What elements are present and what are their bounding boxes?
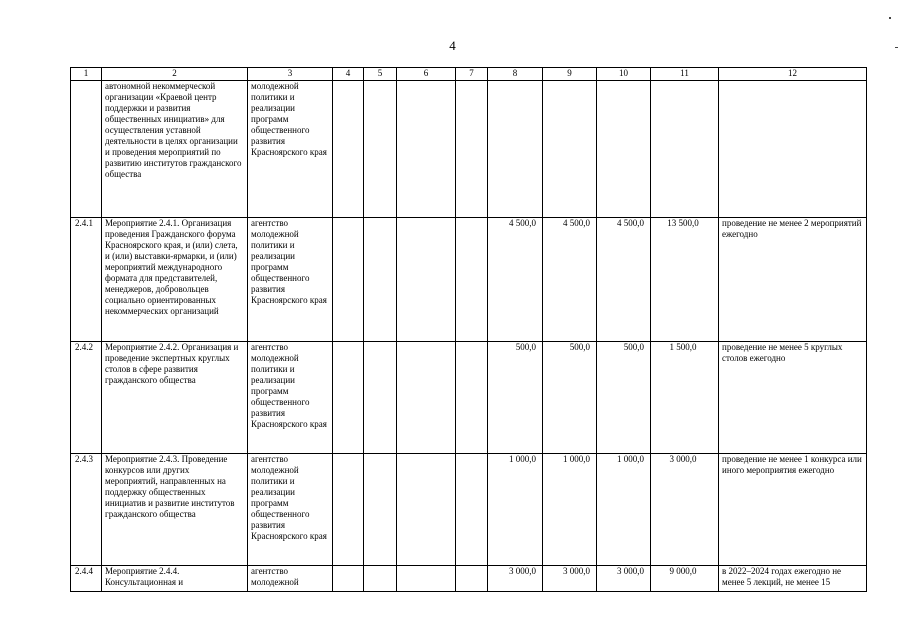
event-executor: агентство молодежной политики и реализации программ общественного развития Красноярского края	[248, 454, 333, 566]
expected-result: проведение не менее 2 мероприятий ежегодно	[719, 218, 867, 342]
event-description: Мероприятие 2.4.2. Организация и проведение экспертных круглых столов в сфере развития гражданского общества	[102, 342, 248, 454]
event-description: Мероприятие 2.4.3. Проведение конкурсов или других мероприятий, направленных на поддержку общественных инициатив и развитие институтов гражданского общества	[102, 454, 248, 566]
cell-col-4	[333, 342, 364, 454]
cell-col-6	[397, 566, 456, 592]
cell-col-7	[456, 218, 488, 342]
column-number: 12	[719, 68, 867, 81]
cell-col-5	[364, 81, 397, 218]
table-row	[71, 566, 867, 592]
value-col-11: 1 500,0	[651, 342, 719, 454]
value-col-8: 1 000,0	[488, 454, 543, 566]
event-code	[71, 81, 102, 218]
value-col-9: 500,0	[543, 342, 597, 454]
cell-col-7	[456, 342, 488, 454]
value-col-9: 4 500,0	[543, 218, 597, 342]
value-col-10	[597, 81, 651, 218]
cell-col-4	[333, 81, 364, 218]
expected-result: проведение не менее 1 конкурса или иного мероприятия ежегодно	[719, 454, 867, 566]
column-number: 3	[248, 68, 333, 81]
cell-col-7	[456, 81, 488, 218]
event-code: 2.4.1	[71, 218, 102, 342]
value-col-10: 500,0	[597, 342, 651, 454]
value-col-11: 9 000,0	[651, 566, 719, 592]
column-number: 2	[102, 68, 248, 81]
column-number: 1	[71, 68, 102, 81]
value-col-11	[651, 81, 719, 218]
cell-col-4	[333, 566, 364, 592]
event-code: 2.4.3	[71, 454, 102, 566]
column-number: 6	[397, 68, 456, 81]
event-executor: агентство молодежной политики и реализации программ общественного развития Красноярского края	[248, 342, 333, 454]
column-number: 11	[651, 68, 719, 81]
value-col-10: 4 500,0	[597, 218, 651, 342]
column-number: 4	[333, 68, 364, 81]
value-col-8	[488, 81, 543, 218]
value-col-10: 1 000,0	[597, 454, 651, 566]
table-row	[71, 342, 867, 454]
event-description: автономной некоммерческой организации «Краевой центр поддержки и развития общественных инициатив» для осуществления уставной деятельности в целях организации и проведения мероприятий по развитию институтов гражданского общества	[102, 81, 248, 218]
scan-mark	[895, 47, 898, 48]
value-col-8: 500,0	[488, 342, 543, 454]
cell-col-5	[364, 218, 397, 342]
column-number: 10	[597, 68, 651, 81]
value-col-9	[543, 81, 597, 218]
value-col-8: 4 500,0	[488, 218, 543, 342]
page-number: 4	[449, 38, 456, 53]
value-col-11: 3 000,0	[651, 454, 719, 566]
table-row	[71, 218, 867, 342]
value-col-9: 3 000,0	[543, 566, 597, 592]
value-col-11: 13 500,0	[651, 218, 719, 342]
expected-result: проведение не менее 5 круглых столов ежегодно	[719, 342, 867, 454]
scan-mark	[889, 17, 891, 19]
expected-result: в 2022–2024 годах ежегодно не менее 5 лекций, не менее 15	[719, 566, 867, 592]
events-table	[70, 67, 867, 592]
cell-col-7	[456, 454, 488, 566]
cell-col-6	[397, 342, 456, 454]
value-col-10: 3 000,0	[597, 566, 651, 592]
cell-col-6	[397, 218, 456, 342]
column-number: 7	[456, 68, 488, 81]
cell-col-7	[456, 566, 488, 592]
event-code: 2.4.4	[71, 566, 102, 592]
event-description: Мероприятие 2.4.4. Консультационная и	[102, 566, 248, 592]
event-executor: молодежной политики и реализации программ общественного развития Красноярского края	[248, 81, 333, 218]
event-code: 2.4.2	[71, 342, 102, 454]
column-numbers-row	[71, 68, 867, 81]
cell-col-5	[364, 342, 397, 454]
cell-col-6	[397, 454, 456, 566]
table-row	[71, 81, 867, 218]
cell-col-4	[333, 454, 364, 566]
value-col-9: 1 000,0	[543, 454, 597, 566]
value-col-8: 3 000,0	[488, 566, 543, 592]
event-executor: агентство молодежной политики и реализации программ общественного развития Красноярского края	[248, 218, 333, 342]
column-number: 8	[488, 68, 543, 81]
column-number: 9	[543, 68, 597, 81]
event-executor: агентство молодежной	[248, 566, 333, 592]
cell-col-5	[364, 566, 397, 592]
expected-result	[719, 81, 867, 218]
cell-col-6	[397, 81, 456, 218]
event-description: Мероприятие 2.4.1. Организация проведения Гражданского форума Красноярского края, и (или) слета, и (или) выставки-ярмарки, и (или) мероприятий международного формата для представителей, менеджеров, добровольцев социально ориентированных некоммерческих организаций	[102, 218, 248, 342]
column-number: 5	[364, 68, 397, 81]
table-row	[71, 454, 867, 566]
cell-col-5	[364, 454, 397, 566]
cell-col-4	[333, 218, 364, 342]
